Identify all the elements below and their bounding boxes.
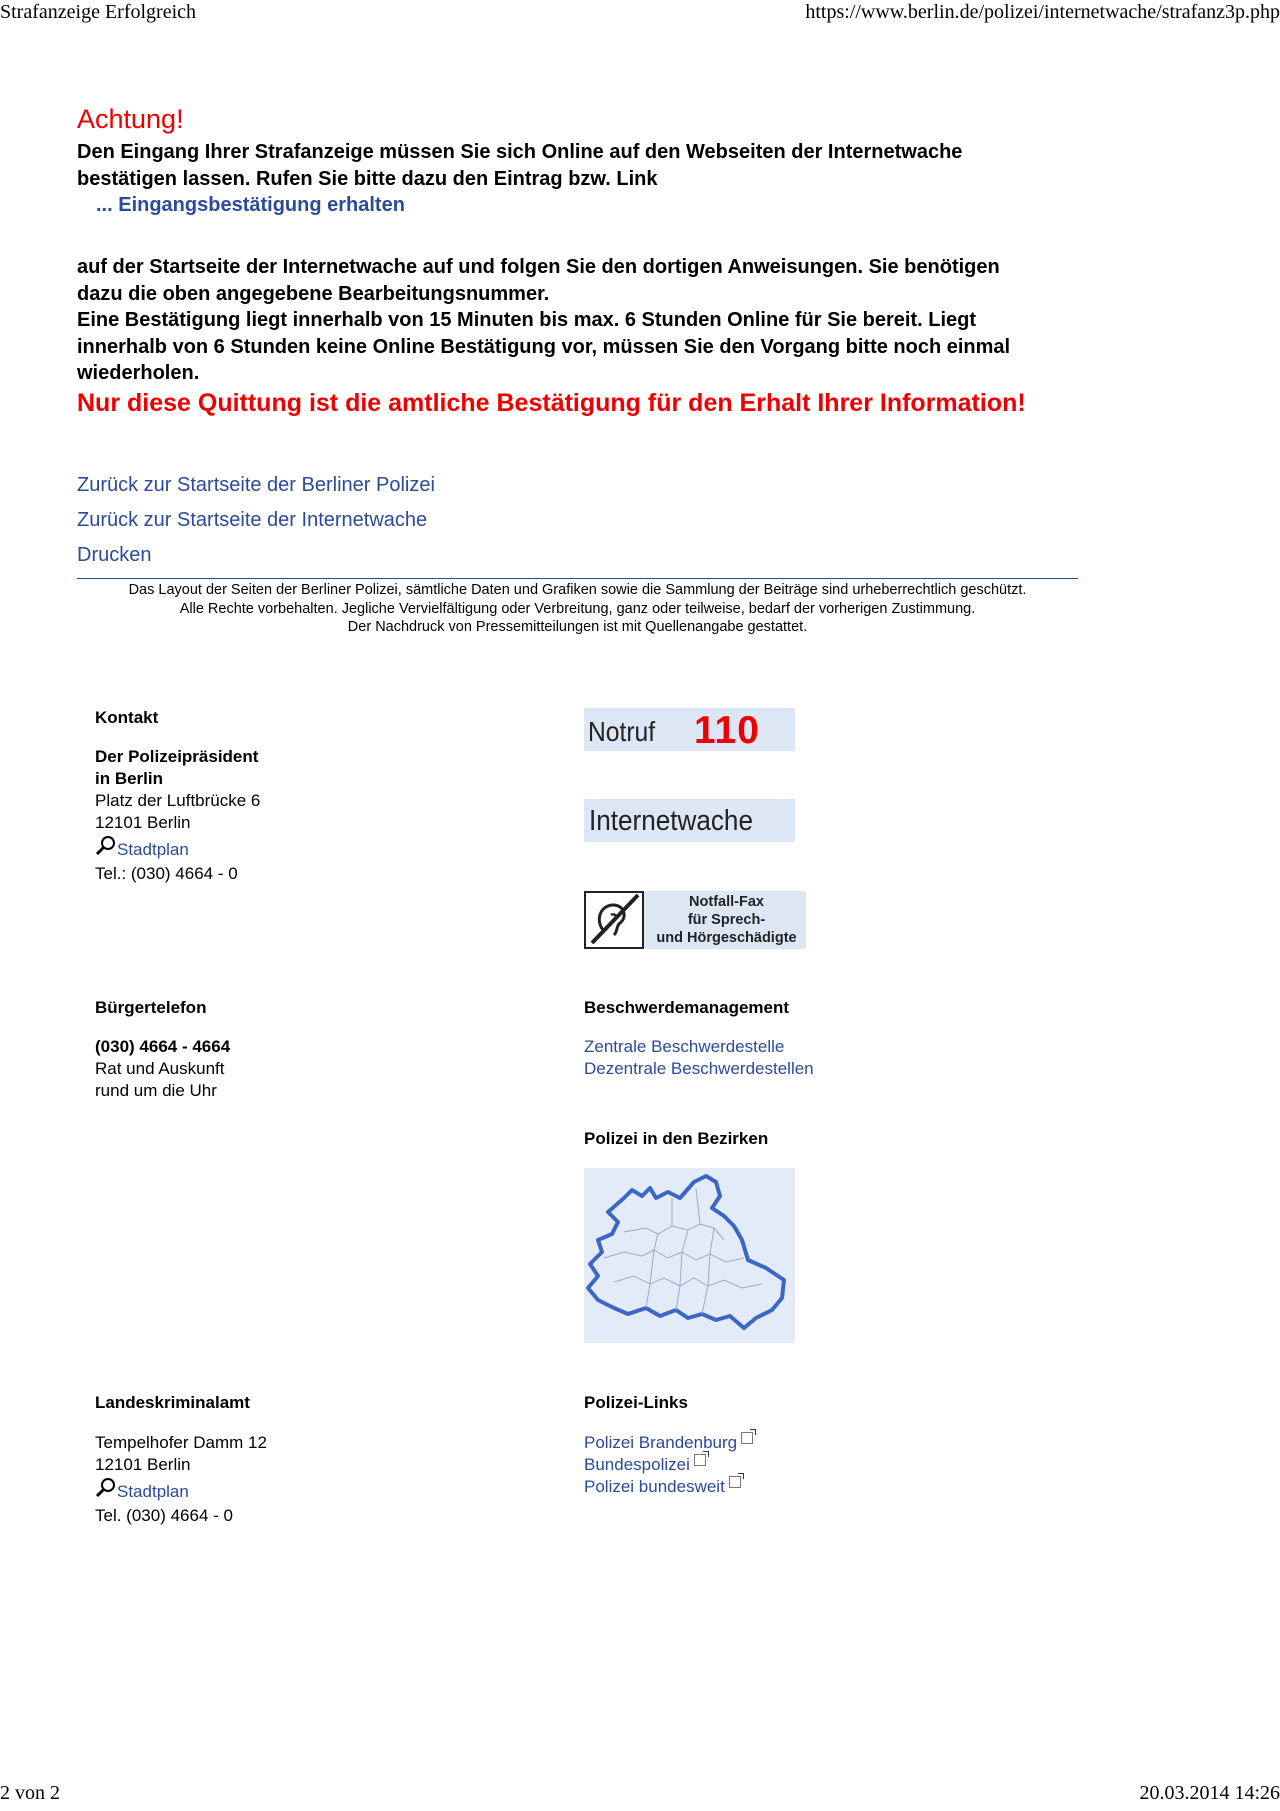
external-link-icon [741,1432,753,1444]
lka-street: Tempelhofer Damm 12 [95,1433,267,1452]
polizei-bundesweit-link[interactable]: Polizei bundesweit [584,1477,725,1496]
buergertelefon-info [95,1036,230,1102]
notice-line: auf der Startseite der Internetwache auf und folgen Sie den dortigen Anweisungen. Sie benötigen [77,256,1000,278]
list-item [584,1454,753,1476]
polizei-brandenburg-link[interactable]: Polizei Brandenburg [584,1433,738,1452]
page-url: https://www.berlin.de/polizei/internetwache/strafanz3p.php [805,1,1280,23]
beschwerde-links [584,1036,814,1080]
notice-line: wiederholen. [77,362,200,384]
buergertelefon-heading: Bürgertelefon [95,998,207,1017]
print-datetime: 20.03.2014 14:26 [1139,1782,1280,1804]
lka-map-link[interactable]: Stadtplan [117,1482,189,1501]
fax-line: und Hörgeschädigte [656,930,797,946]
kontakt-heading: Kontakt [95,708,159,727]
kontakt-city: 12101 Berlin [95,813,191,832]
buergertelefon-line: Rat und Auskunft [95,1059,225,1078]
lka-city: 12101 Berlin [95,1455,191,1474]
warning-heading: Achtung! [77,104,184,134]
kontakt-name: Der Polizeipräsident [95,747,259,766]
fax-line: für Sprech- [687,912,766,928]
notruf-number: 110 [694,709,760,752]
external-link-icon [729,1476,741,1488]
zentrale-beschwerdestelle-link[interactable]: Zentrale Beschwerdestelle [584,1037,785,1056]
magnifier-icon [95,1477,117,1505]
notruf-word: Notruf [588,716,656,747]
bezirke-heading: Polizei in den Bezirken [584,1129,769,1148]
external-link-icon [694,1454,706,1466]
official-notice: Nur diese Quittung ist die amtliche Bestätigung für den Erhalt Ihrer Information! [77,389,1026,417]
polizei-links-list [584,1432,753,1498]
page-title: Strafanzeige Erfolgreich [0,1,197,23]
copyright-line: Der Nachdruck von Pressemitteilungen ist mit Quellenangabe gestattet. [347,619,808,635]
copyright-notice [77,581,1078,637]
kontakt-street: Platz der Luftbrücke 6 [95,791,261,810]
fax-text [649,893,804,947]
notice-line: bestätigen lassen. Rufen Sie bitte dazu den Eintrag bzw. Link [77,167,658,190]
lka-heading: Landeskriminalamt [95,1393,250,1412]
internetwache-banner[interactable] [584,799,795,842]
home-police-link[interactable]: Zurück zur Startseite der Berliner Polizei [77,474,435,496]
notice-line: Den Eingang Ihrer Strafanzeige müssen Sie sich Online auf den Webseiten der Internetwache [77,141,963,163]
buergertelefon-number: (030) 4664 - 4664 [95,1037,231,1056]
home-internetwache-link[interactable]: Zurück zur Startseite der Internetwache [77,509,428,531]
notice-line: dazu die oben angegebene Bearbeitungsnummer. [77,282,550,305]
bundespolizei-link[interactable]: Bundespolizei [584,1455,690,1474]
lka-phone: Tel. (030) 4664 - 0 [95,1506,233,1525]
kontakt-map-link[interactable]: Stadtplan [117,840,189,859]
dezentrale-beschwerdestellen-link[interactable]: Dezentrale Beschwerdestellen [584,1059,814,1078]
hearing-impaired-icon [584,891,644,954]
internetwache-label: Internetwache [589,805,753,837]
page-number: 2 von 2 [0,1782,60,1804]
kontakt-address [95,746,260,885]
magnifier-icon [95,835,117,863]
copyright-line: Alle Rechte vorbehalten. Jegliche Vervielfältigung oder Verbreitung, ganz oder teilweise, bedarf der vorherigen Zustimmung. [179,600,976,617]
berlin-districts-map[interactable] [584,1168,795,1343]
notice-text-1 [77,139,962,192]
notice-line: innerhalb von 6 Stunden keine Online Bestätigung vor, müssen Sie den Vorgang bitte noch einmal [77,335,1011,358]
beschwerde-heading: Beschwerdemanagement [584,998,790,1017]
polizei-links-heading: Polizei-Links [584,1393,688,1412]
list-item [584,1432,753,1454]
lka-address [95,1432,267,1527]
buergertelefon-line: rund um die Uhr [95,1081,217,1100]
copyright-line: Das Layout der Seiten der Berliner Polizei, sämtliche Daten und Grafiken sowie die Sammlung der Beiträge sind urheberrechtlich geschützt. [128,582,1027,598]
notice-line: Eine Bestätigung liegt innerhalb von 15 Minuten bis max. 6 Stunden Online für Sie bereit. Liegt [77,309,977,331]
kontakt-name: in Berlin [95,769,164,788]
list-item [584,1476,753,1498]
divider [77,578,1078,579]
notfall-fax-banner[interactable] [584,891,806,949]
notice-text-2 [77,254,1010,387]
confirmation-link[interactable]: ... Eingangsbestätigung erhalten [96,194,405,216]
fax-line: Notfall-Fax [689,894,764,910]
notruf-banner[interactable] [584,708,795,751]
print-link[interactable]: Drucken [77,544,152,566]
kontakt-phone: Tel.: (030) 4664 - 0 [95,864,238,883]
